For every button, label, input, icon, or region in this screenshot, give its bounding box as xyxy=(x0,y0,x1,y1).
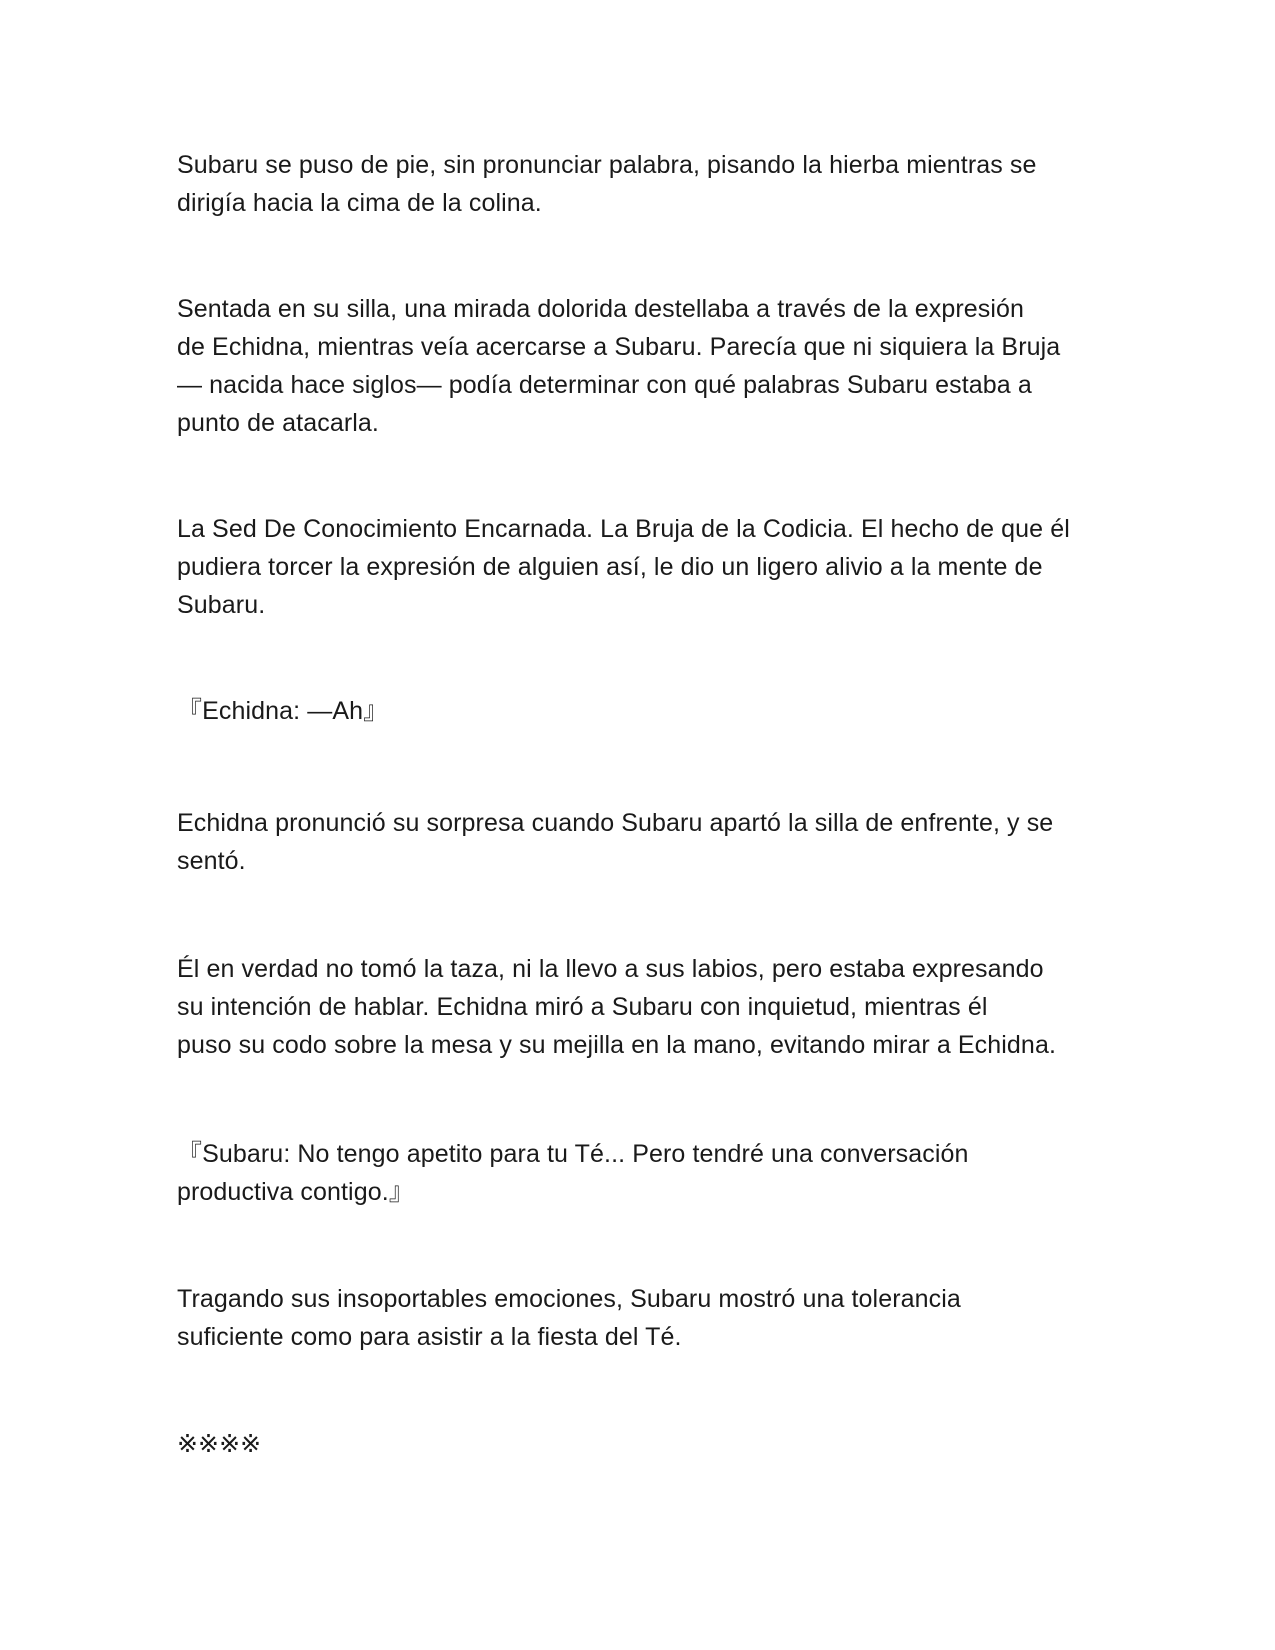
text-line: Tragando sus insoportables emociones, Subaru mostró una tolerancia xyxy=(177,1285,961,1313)
text-line: suficiente como para asistir a la fiesta del Té. xyxy=(177,1323,682,1351)
text-line: — nacida hace siglos— podía determinar con qué palabras Subaru estaba a xyxy=(177,371,1032,399)
paragraph-subaru-stands xyxy=(177,146,1097,222)
text-line: ※※※※ xyxy=(177,1430,262,1458)
text-line: de Echidna, mientras veía acercarse a Subaru. Parecía que ni siquiera la Bruja xyxy=(177,333,1061,361)
paragraph-witch-of-greed xyxy=(177,510,1097,624)
text-line: Él en verdad no tomó la taza, ni la llevo a sus labios, pero estaba expresando xyxy=(177,955,1044,983)
text-line: puso su codo sobre la mesa y su mejilla en la mano, evitando mirar a Echidna. xyxy=(177,1031,1056,1059)
text-line: Echidna pronunció su sorpresa cuando Subaru apartó la silla de enfrente, y se xyxy=(177,809,1054,837)
paragraph-subaru-sits xyxy=(177,804,1097,880)
text-line: La Sed De Conocimiento Encarnada. La Bruja de la Codicia. El hecho de que él xyxy=(177,515,1070,543)
text-line: 『Echidna: —Ah』 xyxy=(177,697,389,725)
text-line: productiva contigo.』 xyxy=(177,1178,414,1206)
dialogue-echidna-ah xyxy=(177,692,1097,730)
text-line: dirigía hacia la cima de la colina. xyxy=(177,189,542,217)
paragraph-echidna-expression xyxy=(177,290,1097,442)
scene-break-marks xyxy=(177,1425,1097,1463)
text-line: Subaru se puso de pie, sin pronunciar palabra, pisando la hierba mientras se xyxy=(177,151,1037,179)
paragraph-tolerance xyxy=(177,1280,1097,1356)
text-line: Subaru. xyxy=(177,591,266,619)
dialogue-subaru-conversation xyxy=(177,1135,1097,1211)
text-line: su intención de hablar. Echidna miró a Subaru con inquietud, mientras él xyxy=(177,993,988,1021)
text-line: Sentada en su silla, una mirada dolorida destellaba a través de la expresión xyxy=(177,295,1025,323)
paragraph-teacup xyxy=(177,950,1097,1064)
text-line: punto de atacarla. xyxy=(177,409,379,437)
text-line: 『Subaru: No tengo apetito para tu Té... Pero tendré una conversación xyxy=(177,1140,969,1168)
text-line: pudiera torcer la expresión de alguien así, le dio un ligero alivio a la mente de xyxy=(177,553,1043,581)
text-line: sentó. xyxy=(177,847,246,875)
